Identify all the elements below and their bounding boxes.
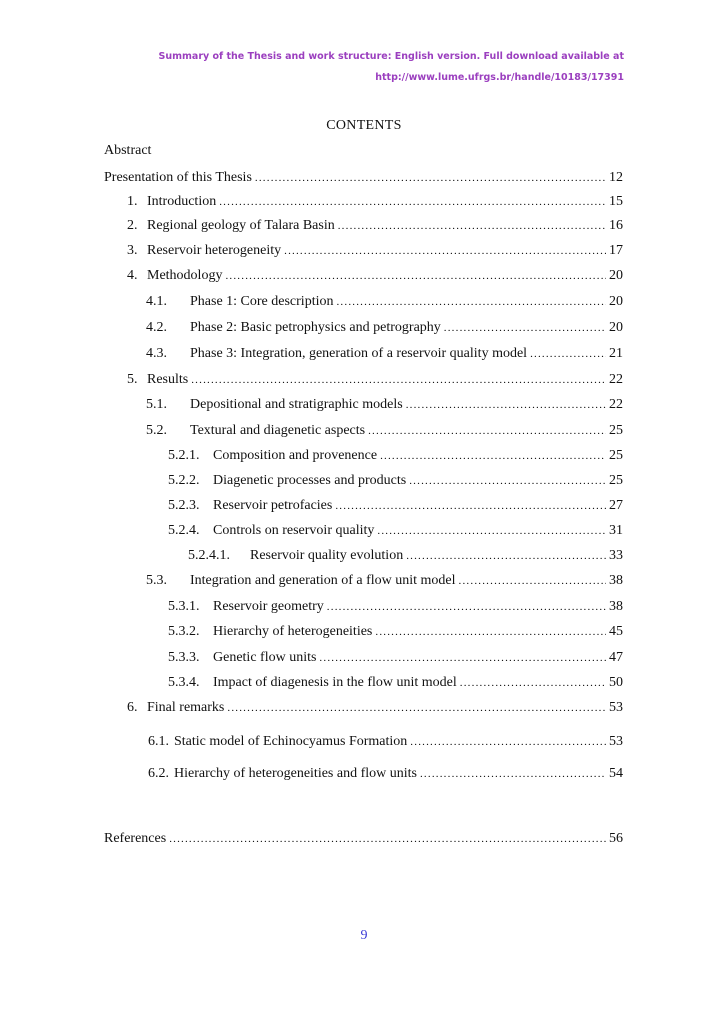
toc-entry-page: 16 <box>609 218 623 233</box>
toc-entry-page: 17 <box>609 243 623 258</box>
toc-entry-leader <box>375 626 606 638</box>
toc-entry-leader <box>191 374 606 386</box>
toc-entry-number: 5. <box>127 372 138 387</box>
toc-entry-number: 5.2.4. <box>168 523 200 538</box>
toc-entry <box>188 548 623 568</box>
toc-entry-number: 4.3. <box>146 346 167 361</box>
toc-entry-leader <box>410 736 606 748</box>
toc-entry-page: 27 <box>609 498 623 513</box>
toc-entry-page: 21 <box>609 346 623 361</box>
toc-entry-page: 20 <box>609 320 623 335</box>
toc-entry <box>168 498 623 518</box>
toc-entry-title: Depositional and stratigraphic models <box>190 397 403 412</box>
toc-entry-title: Textural and diagenetic aspects <box>190 423 366 438</box>
toc-entry-page: 38 <box>609 573 623 588</box>
toc-entry-number: 5.2.3. <box>168 498 200 513</box>
page-title: CONTENTS <box>326 118 402 133</box>
toc-entry-leader <box>377 525 606 537</box>
toc-entry <box>146 397 623 417</box>
toc-entry <box>146 320 623 340</box>
toc-entry-number: 6.2. <box>148 766 169 781</box>
toc-entry <box>127 218 623 238</box>
header-url[interactable]: http://www.lume.ufrgs.br/handle/10183/17391 <box>375 72 624 83</box>
toc-entry <box>168 650 623 670</box>
toc-entry-title: Reservoir petrofacies <box>213 498 333 513</box>
header-line-1: Summary of the Thesis and work structure: English version. Full download available at <box>158 51 624 62</box>
toc-entry-number: 5.2.2. <box>168 473 200 488</box>
toc-entry <box>168 675 623 695</box>
toc-entry-number: 6.1. <box>148 734 169 749</box>
toc-entry-page: 22 <box>609 397 623 412</box>
toc-entry-number: 5.3.4. <box>168 675 200 690</box>
toc-entry-number: 5.3.3. <box>168 650 200 665</box>
toc-entry-number: 4. <box>127 268 138 283</box>
toc-entry-leader <box>225 270 606 282</box>
toc-entry-title: Reservoir quality evolution <box>250 548 404 563</box>
toc-entry-title: Phase 3: Integration, generation of a reservoir quality model <box>190 346 528 361</box>
toc-entry-title: Impact of diagenesis in the flow unit model <box>213 675 457 690</box>
toc-entry <box>146 423 623 443</box>
toc-entry <box>127 372 623 392</box>
toc-entry <box>127 243 623 263</box>
toc-entry <box>127 194 623 214</box>
toc-entry-page: 25 <box>609 473 623 488</box>
toc-entry-leader <box>406 399 606 411</box>
toc-entry-number: 5.1. <box>146 397 167 412</box>
toc-entry-title: Phase 2: Basic petrophysics and petrography <box>190 320 441 335</box>
toc-entry-number: 5.2. <box>146 423 167 438</box>
toc-entry-number: 4.2. <box>146 320 167 335</box>
toc-entry-title: Diagenetic processes and products <box>213 473 407 488</box>
toc-entry-title: Reservoir geometry <box>213 599 324 614</box>
toc-entry <box>168 624 623 644</box>
toc-entry-leader <box>460 677 606 689</box>
toc-entry-page: 15 <box>609 194 623 209</box>
toc-entry-page: 47 <box>609 650 623 665</box>
toc-entry-number: 5.3.2. <box>168 624 200 639</box>
page-number: 9 <box>360 928 368 943</box>
page-header <box>159 46 624 88</box>
toc-entry-leader <box>444 322 606 334</box>
toc-entry-page: 20 <box>609 294 623 309</box>
toc-entry-page: 25 <box>609 448 623 463</box>
toc-entry <box>148 766 623 786</box>
toc-entry-title: Regional geology of Talara Basin <box>147 218 335 233</box>
toc-entry <box>148 734 623 754</box>
toc-entry-leader <box>409 475 606 487</box>
toc-abstract: Abstract <box>104 143 152 158</box>
toc-entry-title: Genetic flow units <box>213 650 317 665</box>
toc-entry-leader <box>227 702 606 714</box>
toc-entry-leader <box>335 500 606 512</box>
toc-entry-page: 54 <box>609 766 623 781</box>
toc-entry-number: 3. <box>127 243 138 258</box>
toc-entry-number: 5.3.1. <box>168 599 200 614</box>
toc-entry-page: 56 <box>609 831 623 846</box>
toc-entry-leader <box>420 768 606 780</box>
toc-entry <box>104 831 623 851</box>
toc-entry-page: 20 <box>609 268 623 283</box>
toc-entry-title: Integration and generation of a flow unit model <box>190 573 456 588</box>
toc-entry-leader <box>459 575 606 587</box>
toc-entry-leader <box>406 550 606 562</box>
toc-entry <box>127 700 623 720</box>
toc-entry-page: 31 <box>609 523 623 538</box>
toc-entry <box>127 268 623 288</box>
toc-entry-title: Static model of Echinocyamus Formation <box>174 734 408 749</box>
toc-entry-title: Hierarchy of heterogeneities <box>213 624 373 639</box>
toc-entry <box>104 170 623 190</box>
toc-entry-page: 12 <box>609 170 623 185</box>
toc-entry-title: Hierarchy of heterogeneities and flow units <box>174 766 417 781</box>
toc-entry-leader <box>319 652 606 664</box>
toc-entry-number: 6. <box>127 700 138 715</box>
toc-entry-number: 5.2.4.1. <box>188 548 230 563</box>
toc-entry-page: 53 <box>609 700 623 715</box>
toc-entry-title: Phase 1: Core description <box>190 294 334 309</box>
toc-entry-leader <box>338 220 606 232</box>
toc-entry-leader <box>255 172 606 184</box>
toc-entry <box>168 448 623 468</box>
toc-entry-page: 50 <box>609 675 623 690</box>
toc-entry <box>146 346 623 366</box>
toc-entry-leader <box>336 296 606 308</box>
toc-entry-title: Controls on reservoir quality <box>213 523 375 538</box>
toc-entry-number: 5.2.1. <box>168 448 200 463</box>
toc-entry-page: 22 <box>609 372 623 387</box>
toc-entry-title: Results <box>147 372 189 387</box>
toc-entry-page: 38 <box>609 599 623 614</box>
toc-entry-page: 25 <box>609 423 623 438</box>
toc-entry-page: 45 <box>609 624 623 639</box>
toc-entry-page: 33 <box>609 548 623 563</box>
toc-entry-leader <box>169 833 606 845</box>
toc-entry <box>146 573 623 593</box>
toc-entry-title: Presentation of this Thesis <box>104 170 252 185</box>
toc-entry-leader <box>327 601 606 613</box>
toc-entry-title: Reservoir heterogeneity <box>147 243 282 258</box>
toc-entry-number: 2. <box>127 218 138 233</box>
toc-entry-title: Methodology <box>147 268 223 283</box>
toc-entry <box>168 473 623 493</box>
toc-entry <box>146 294 623 314</box>
toc-entry-leader <box>530 348 606 360</box>
toc-entry-leader <box>284 245 606 257</box>
toc-entry-number: 5.3. <box>146 573 167 588</box>
toc-entry-page: 53 <box>609 734 623 749</box>
toc-entry-title: Introduction <box>147 194 217 209</box>
toc-entry-title: References <box>104 831 167 846</box>
toc-entry-number: 4.1. <box>146 294 167 309</box>
toc-entry-leader <box>380 450 606 462</box>
toc-entry-title: Composition and provenence <box>213 448 378 463</box>
toc-entry <box>168 599 623 619</box>
toc-entry-number: 1. <box>127 194 138 209</box>
toc-entry-title: Final remarks <box>147 700 225 715</box>
toc-entry-leader <box>219 196 606 208</box>
toc-entry <box>168 523 623 543</box>
toc-entry-leader <box>368 425 606 437</box>
